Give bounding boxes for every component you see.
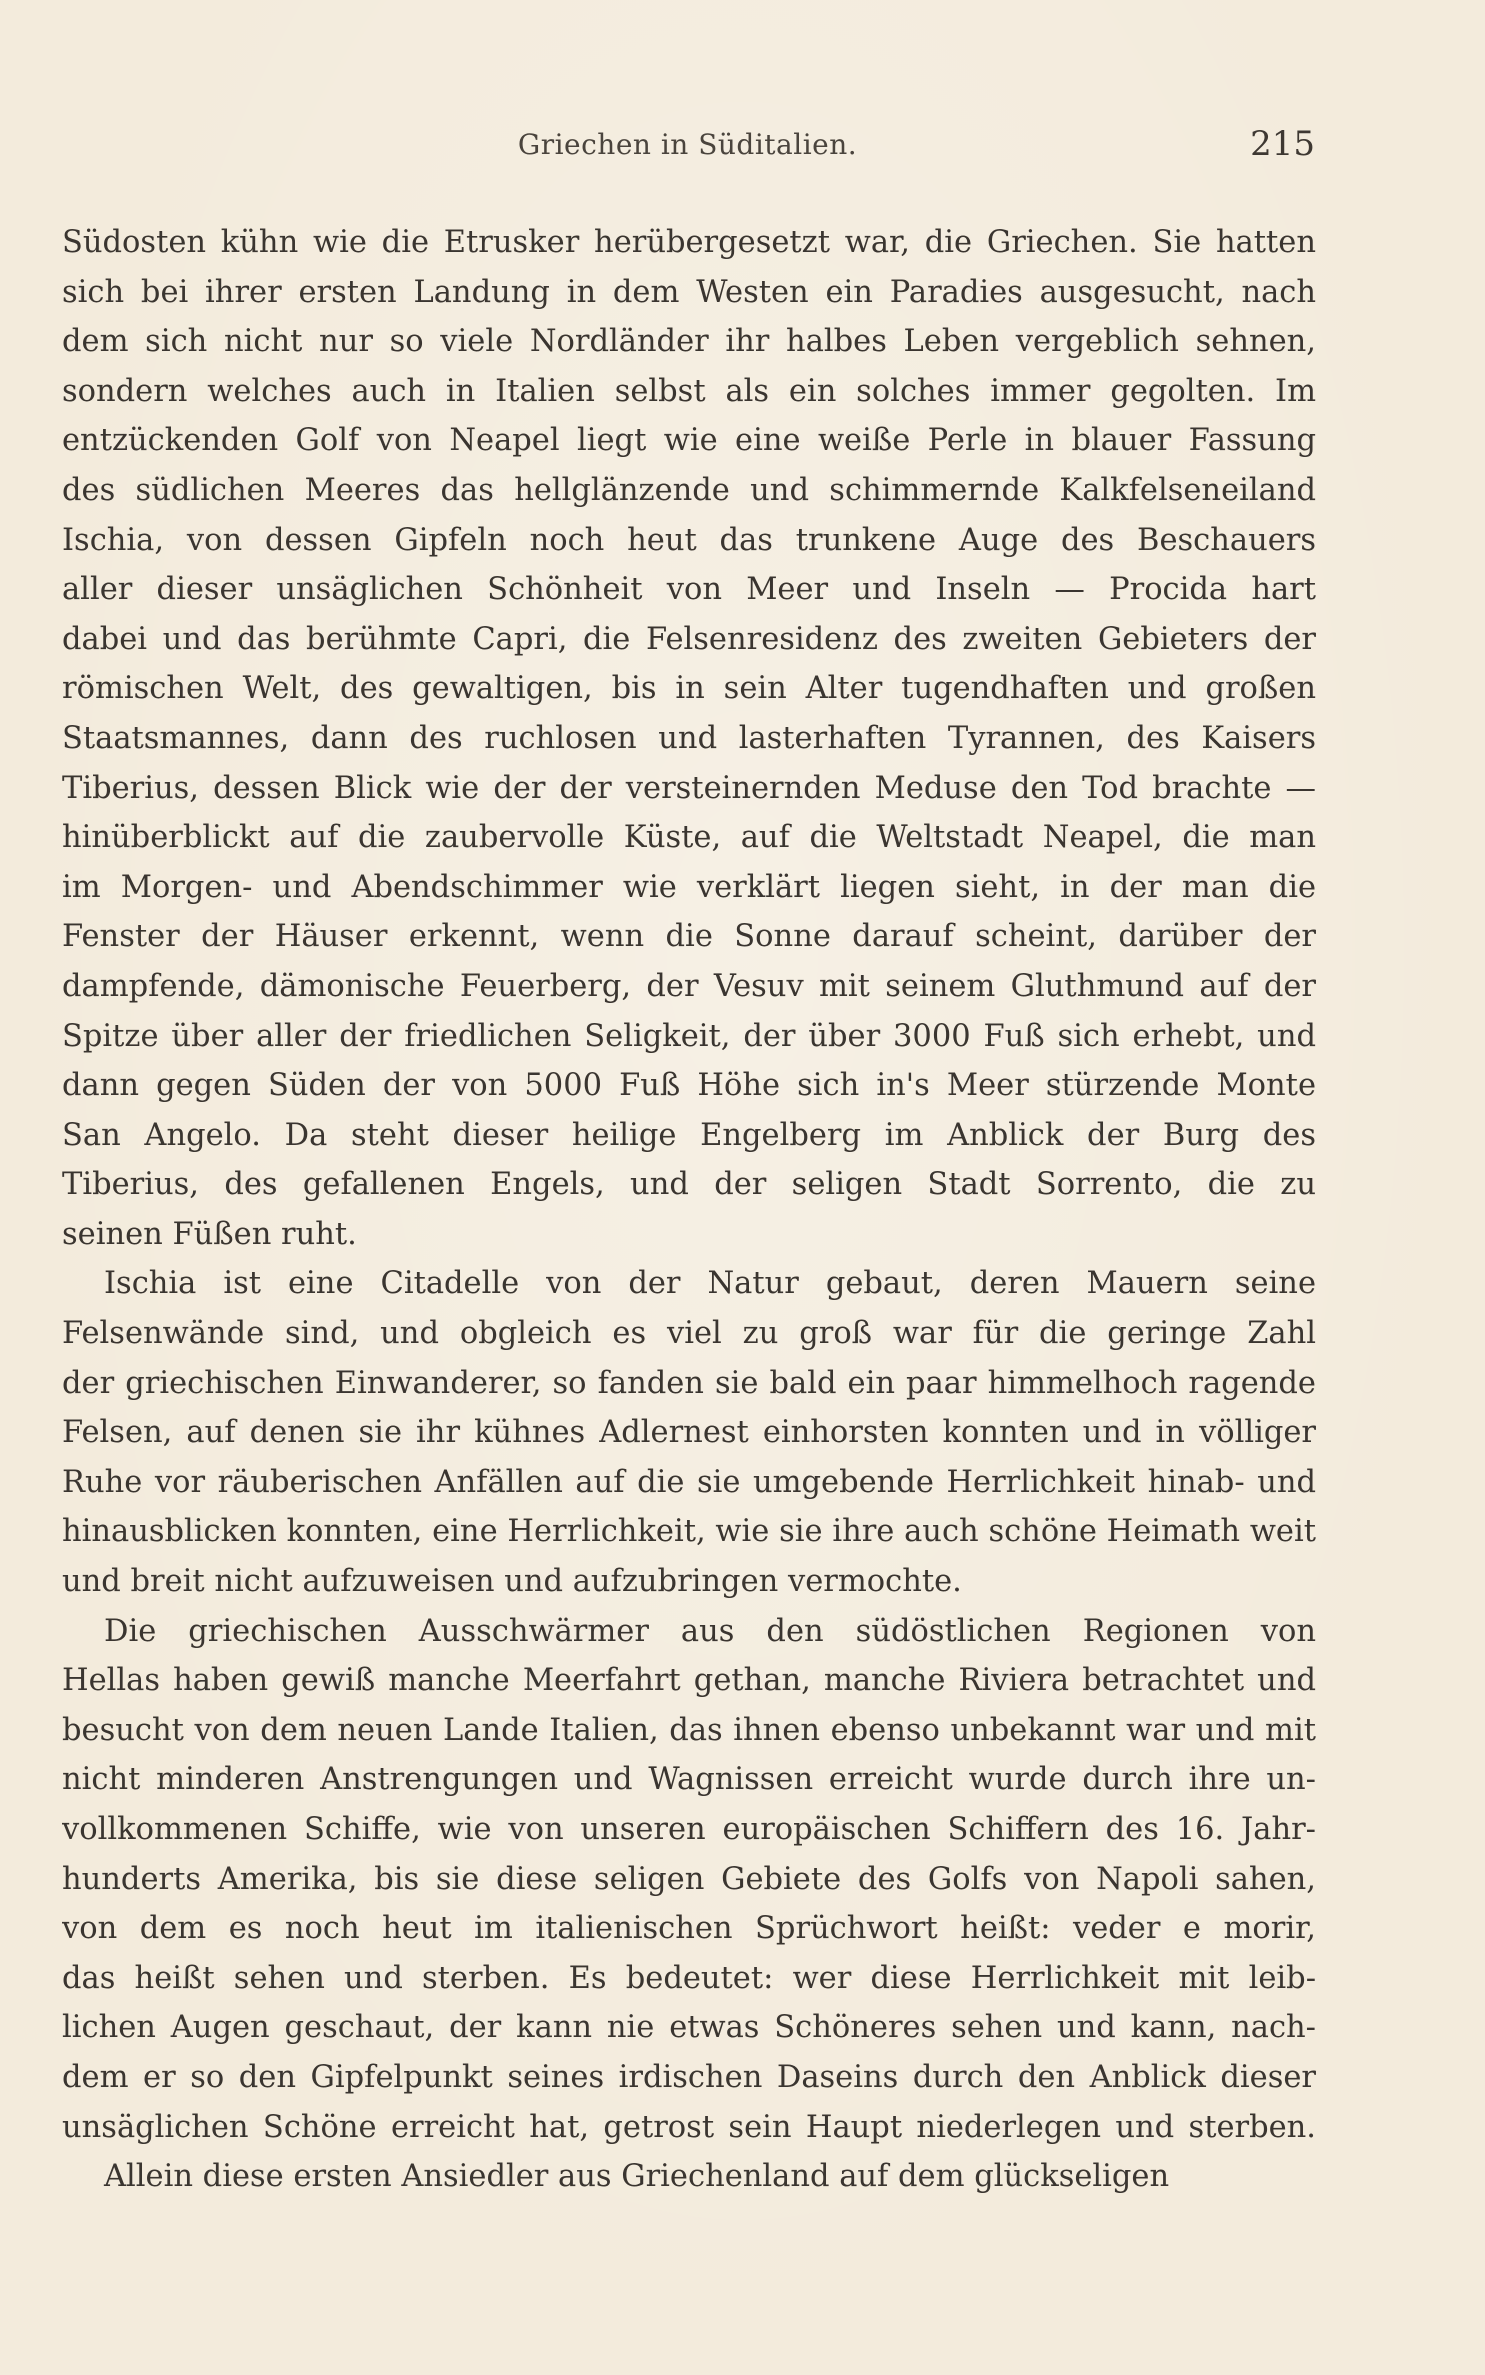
text-line: Fenster der Häuser erkennt, wenn die Sonne darauf scheint, darüber der (62, 919, 1316, 955)
text-line: unsäglichen Schöne erreicht hat, getrost sein Haupt niederlegen und sterben. (62, 2109, 1316, 2145)
text-line: der griechischen Einwanderer, so fanden sie bald ein paar himmelhoch ragende (62, 1365, 1316, 1401)
text-line: von dem es noch heut im italienischen Sprüchwort heißt: veder e morir, (62, 1911, 1316, 1947)
text-line: hinüberblickt auf die zaubervolle Küste, auf die Weltstadt Neapel, die man (62, 820, 1316, 856)
body-text (62, 218, 1316, 2202)
text-line: hinausblicken konnten, eine Herrlichkeit, wie sie ihre auch schöne Heimath weit (62, 1514, 1316, 1550)
text-line: Allein diese ersten Ansiedler aus Griechenland auf dem glückseligen (104, 2159, 1170, 2195)
text-line: dampfende, dämonische Feuerberg, der Vesuv mit seinem Gluthmund auf der (62, 968, 1316, 1004)
text-line: Tiberius, des gefallenen Engels, und der seligen Stadt Sorrento, die zu (62, 1167, 1316, 1203)
text-line: Hellas haben gewiß manche Meerfahrt gethan, manche Riviera betrachtet und (62, 1663, 1316, 1699)
text-line: nicht minderen Anstrengungen und Wagnissen erreicht wurde durch ihre un- (62, 1762, 1316, 1798)
text-line: Ischia, von dessen Gipfeln noch heut das trunkene Auge des Beschauers (62, 522, 1316, 558)
text-line: Südosten kühn wie die Etrusker herübergesetzt war, die Griechen. Sie hatten (62, 225, 1316, 260)
text-line: dabei und das berühmte Capri, die Felsenresidenz des zweiten Gebieters der (62, 621, 1316, 657)
text-line: sondern welches auch in Italien selbst als ein solches immer gegolten. Im (62, 373, 1316, 409)
text-line: besucht von dem neuen Lande Italien, das ihnen ebenso unbekannt war und mit (62, 1712, 1316, 1748)
page-header (60, 124, 1315, 188)
text-line: und breit nicht aufzuweisen und aufzubringen vermochte. (62, 1564, 962, 1600)
text-line: römischen Welt, des gewaltigen, bis in sein Alter tugendhaften und großen (62, 671, 1316, 707)
text-line: Felsen, auf denen sie ihr kühnes Adlernest einhorsten konnten und in völliger (62, 1415, 1316, 1451)
text-line: dem er so den Gipfelpunkt seines irdischen Daseins durch den Anblick dieser (62, 2059, 1316, 2095)
text-line: aller dieser unsäglichen Schönheit von Meer und Inseln — Procida hart (62, 572, 1316, 608)
text-line: San Angelo. Da steht dieser heilige Engelberg im Anblick der Burg des (62, 1117, 1316, 1153)
text-line: Spitze über aller der friedlichen Seligkeit, der über 3000 Fuß sich erhebt, und (62, 1018, 1316, 1054)
text-line: lichen Augen geschaut, der kann nie etwas Schöneres sehen und kann, nach- (62, 2010, 1316, 2046)
text-line: Tiberius, dessen Blick wie der der versteinernden Meduse den Tod brachte — (62, 770, 1316, 806)
text-line: dem sich nicht nur so viele Nordländer ihr halbes Leben vergeblich sehnen, (62, 324, 1316, 360)
text-line: des südlichen Meeres das hellglänzende und schimmernde Kalkfelseneiland (62, 472, 1316, 508)
text-line: dann gegen Süden der von 5000 Fuß Höhe sich in's Meer stürzende Monte (62, 1068, 1316, 1104)
text-line: sich bei ihrer ersten Landung in dem Westen ein Paradies ausgesucht, nach (62, 274, 1316, 310)
text-line: vollkommenen Schiffe, wie von unseren europäischen Schiffern des 16. Jahr- (62, 1812, 1316, 1847)
text-line: Ruhe vor räuberischen Anfällen auf die sie umgebende Herrlichkeit hinab- und (62, 1464, 1316, 1500)
running-title: Griechen in Süditalien. (517, 128, 858, 161)
text-line: im Morgen- und Abendschimmer wie verklärt liegen sieht, in der man die (62, 869, 1316, 905)
text-line: das heißt sehen und sterben. Es bedeutet: wer diese Herrlichkeit mit leib- (62, 1960, 1316, 1996)
text-line: entzückenden Golf von Neapel liegt wie eine weiße Perle in blauer Fassung (62, 423, 1316, 459)
text-line: Ischia ist eine Citadelle von der Natur gebaut, deren Mauern seine (104, 1266, 1316, 1302)
page-number: 215 (1250, 124, 1315, 164)
text-line: Die griechischen Ausschwärmer aus den südöstlichen Regionen von (104, 1613, 1316, 1649)
text-line: seinen Füßen ruht. (62, 1216, 357, 1252)
text-line: Staatsmannes, dann des ruchlosen und lasterhaften Tyrannen, des Kaisers (62, 720, 1316, 756)
text-line: hunderts Amerika, bis sie diese seligen Gebiete des Golfs von Napoli sahen, (62, 1861, 1316, 1897)
text-line: Felsenwände sind, und obgleich es viel zu groß war für die geringe Zahl (62, 1316, 1316, 1352)
